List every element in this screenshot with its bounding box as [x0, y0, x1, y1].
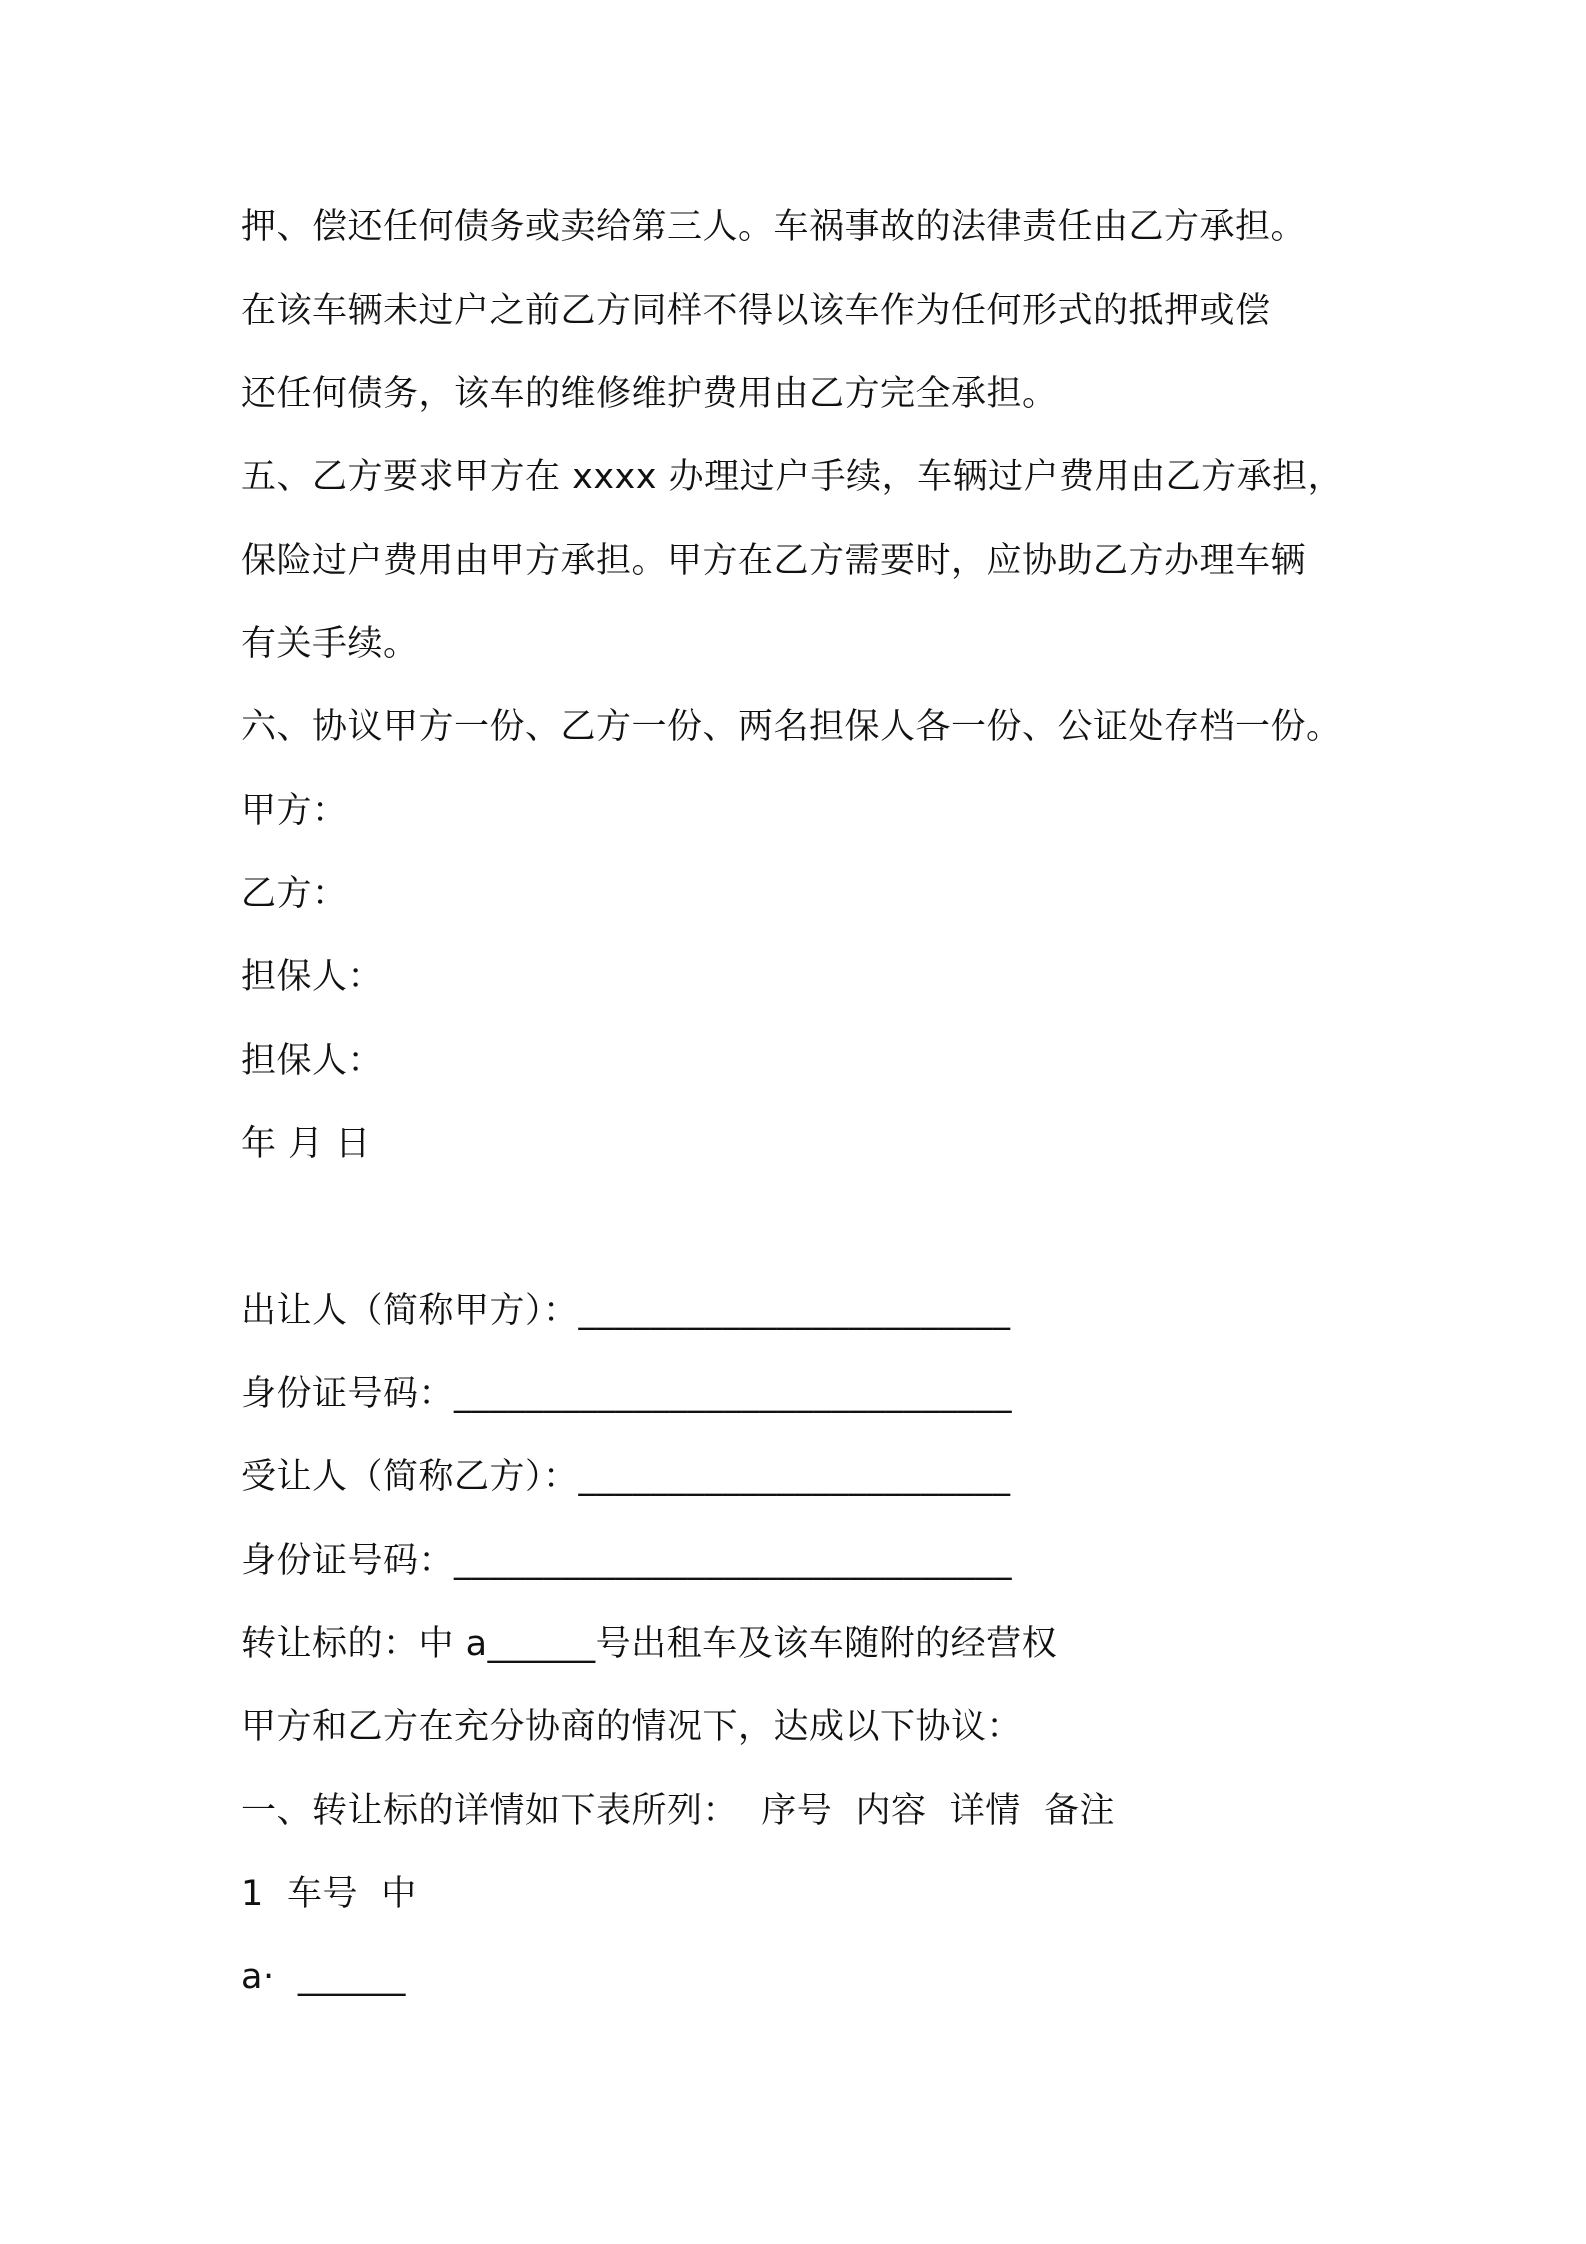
clause-six-line: 六、协议甲方一份、乙方一份、两名担保人各一份、公证处存档一份。	[241, 707, 1342, 747]
agreement-intro-line: 甲方和乙方在充分协商的情况下，达成以下协议：	[241, 1707, 1023, 1747]
paragraph-line: 在该车辆未过户之前乙方同样不得以该车作为任何形式的抵押或偿	[241, 291, 1271, 331]
paragraph-line: 保险过户费用由甲方承担。甲方在乙方需要时，应协助乙方办理车辆	[241, 541, 1307, 581]
date-line: 年 月 日	[241, 1124, 371, 1164]
transferor-field: 出让人（简称甲方）：________________________	[241, 1291, 1011, 1331]
paragraph-line: 押、偿还任何债务或卖给第三人。车祸事故的法律责任由乙方承担。	[241, 207, 1307, 247]
id-number-field: 身份证号码：_______________________________	[241, 1374, 1013, 1414]
party-b-signature-label: 乙方：	[241, 874, 348, 914]
guarantor-signature-label: 担保人：	[241, 1041, 384, 1081]
paragraph-line: 还任何债务，该车的维修维护费用由乙方完全承担。	[241, 374, 1058, 414]
clause-one-line: 一、转让标的详情如下表所列： 序号 内容 详情 备注	[241, 1791, 1116, 1831]
clause-five-line: 五、乙方要求甲方在 xxxx 办理过户手续，车辆过户费用由乙方承担，	[241, 457, 1344, 497]
paragraph-line: 有关手续。	[241, 624, 419, 664]
id-number-field: 身份证号码：_______________________________	[241, 1541, 1013, 1581]
party-a-signature-label: 甲方：	[241, 791, 348, 831]
guarantor-signature-label: 担保人：	[241, 957, 384, 997]
table-row-line: a· ______	[241, 1957, 406, 1997]
transfer-subject-line: 转让标的：中 a______号出租车及该车随附的经营权	[241, 1624, 1058, 1664]
transferee-field: 受让人（简称乙方）：________________________	[241, 1457, 1011, 1497]
table-row-line: 1 车号 中	[241, 1874, 417, 1914]
